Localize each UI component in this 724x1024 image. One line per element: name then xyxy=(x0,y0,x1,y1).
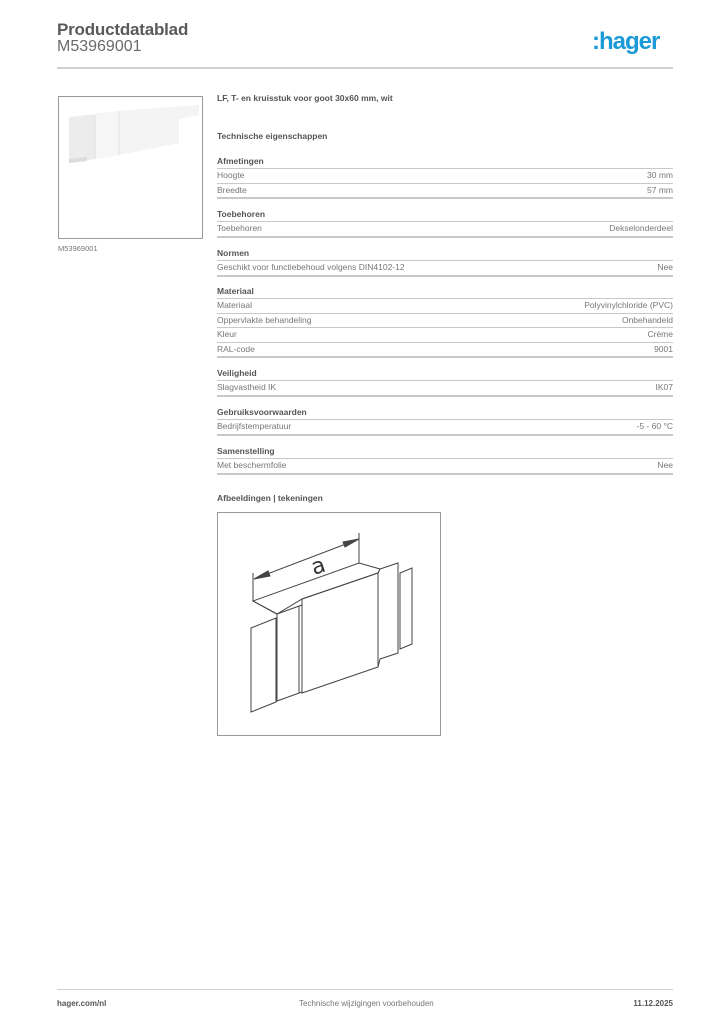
cable-duct-tee-icon xyxy=(59,97,202,238)
table-row xyxy=(217,314,673,329)
row-value: IK07 xyxy=(655,382,673,392)
section-veiligheid xyxy=(217,367,673,397)
section-title: Normen xyxy=(217,247,673,261)
row-value: Onbehandeld xyxy=(621,314,673,325)
row-label: Breedte xyxy=(217,184,247,195)
table-row xyxy=(217,299,673,314)
row-label: Oppervlakte behandeling xyxy=(217,314,312,325)
row-label: Materiaal xyxy=(217,300,252,310)
row-value: Dekselonderdeel xyxy=(609,223,673,233)
row-value: Polyvinylchloride (PVC) xyxy=(584,300,673,310)
section-samenstelling xyxy=(217,445,673,475)
section-gebruiksvoorwaarden xyxy=(217,406,673,436)
section-title: Gebruiksvoorwaarden xyxy=(217,406,673,420)
section-materiaal xyxy=(217,285,673,358)
row-value: 57 mm xyxy=(647,184,673,195)
row-value: 30 mm xyxy=(647,170,673,180)
row-label: RAL-code xyxy=(217,343,255,354)
row-label: Bedrijfstemperatuur xyxy=(217,421,292,431)
technical-properties-heading: Technische eigenschappen xyxy=(217,131,328,141)
section-toebehoren xyxy=(217,208,673,238)
product-photo xyxy=(58,96,203,239)
page-title: Productdatablad xyxy=(57,20,189,39)
table-row xyxy=(217,328,673,343)
website-link[interactable]: hager.com/nl xyxy=(57,999,107,1008)
product-code: M53969001 xyxy=(57,38,142,55)
table-row xyxy=(217,420,673,436)
section-title: Toebehoren xyxy=(217,208,673,222)
row-label: Slagvastheid IK xyxy=(217,382,277,392)
row-value: 9001 xyxy=(654,343,673,354)
row-value: -5 - 60 °C xyxy=(636,421,673,431)
row-value: Nee xyxy=(657,262,673,272)
row-label: Met beschermfolie xyxy=(217,460,287,470)
table-row xyxy=(217,261,673,277)
product-description: LF, T- en kruisstuk voor goot 30x60 mm, wit xyxy=(217,93,393,103)
footer-disclaimer: Technische wijzigingen voorbehouden xyxy=(299,999,434,1008)
table-row xyxy=(217,222,673,238)
row-value: Nee xyxy=(657,460,673,470)
section-normen xyxy=(217,247,673,277)
table-row xyxy=(217,169,673,184)
tee-piece-drawing-icon xyxy=(218,513,440,735)
section-title: Afmetingen xyxy=(217,155,673,169)
table-row xyxy=(217,343,673,359)
table-row xyxy=(217,459,673,475)
table-row xyxy=(217,184,673,200)
svg-text:a: a xyxy=(308,552,329,581)
product-photo-caption: M53969001 xyxy=(58,244,98,253)
footer-date: 11.12.2025 xyxy=(633,999,673,1008)
table-row xyxy=(217,381,673,397)
row-label: Geschikt voor functiebehoud volgens DIN4102-12 xyxy=(217,262,405,272)
row-label: Hoogte xyxy=(217,170,245,180)
drawings-heading: Afbeeldingen | tekeningen xyxy=(217,493,323,503)
row-value: Crème xyxy=(647,329,673,339)
footer-divider xyxy=(57,989,673,990)
header-divider xyxy=(57,67,673,69)
section-afmetingen xyxy=(217,155,673,199)
row-label: Kleur xyxy=(217,329,237,339)
section-title: Veiligheid xyxy=(217,367,673,381)
technical-drawing xyxy=(217,512,441,736)
section-title: Materiaal xyxy=(217,285,673,299)
row-label: Toebehoren xyxy=(217,223,262,233)
section-title: Samenstelling xyxy=(217,445,673,459)
hager-logo: :hager xyxy=(592,28,660,55)
